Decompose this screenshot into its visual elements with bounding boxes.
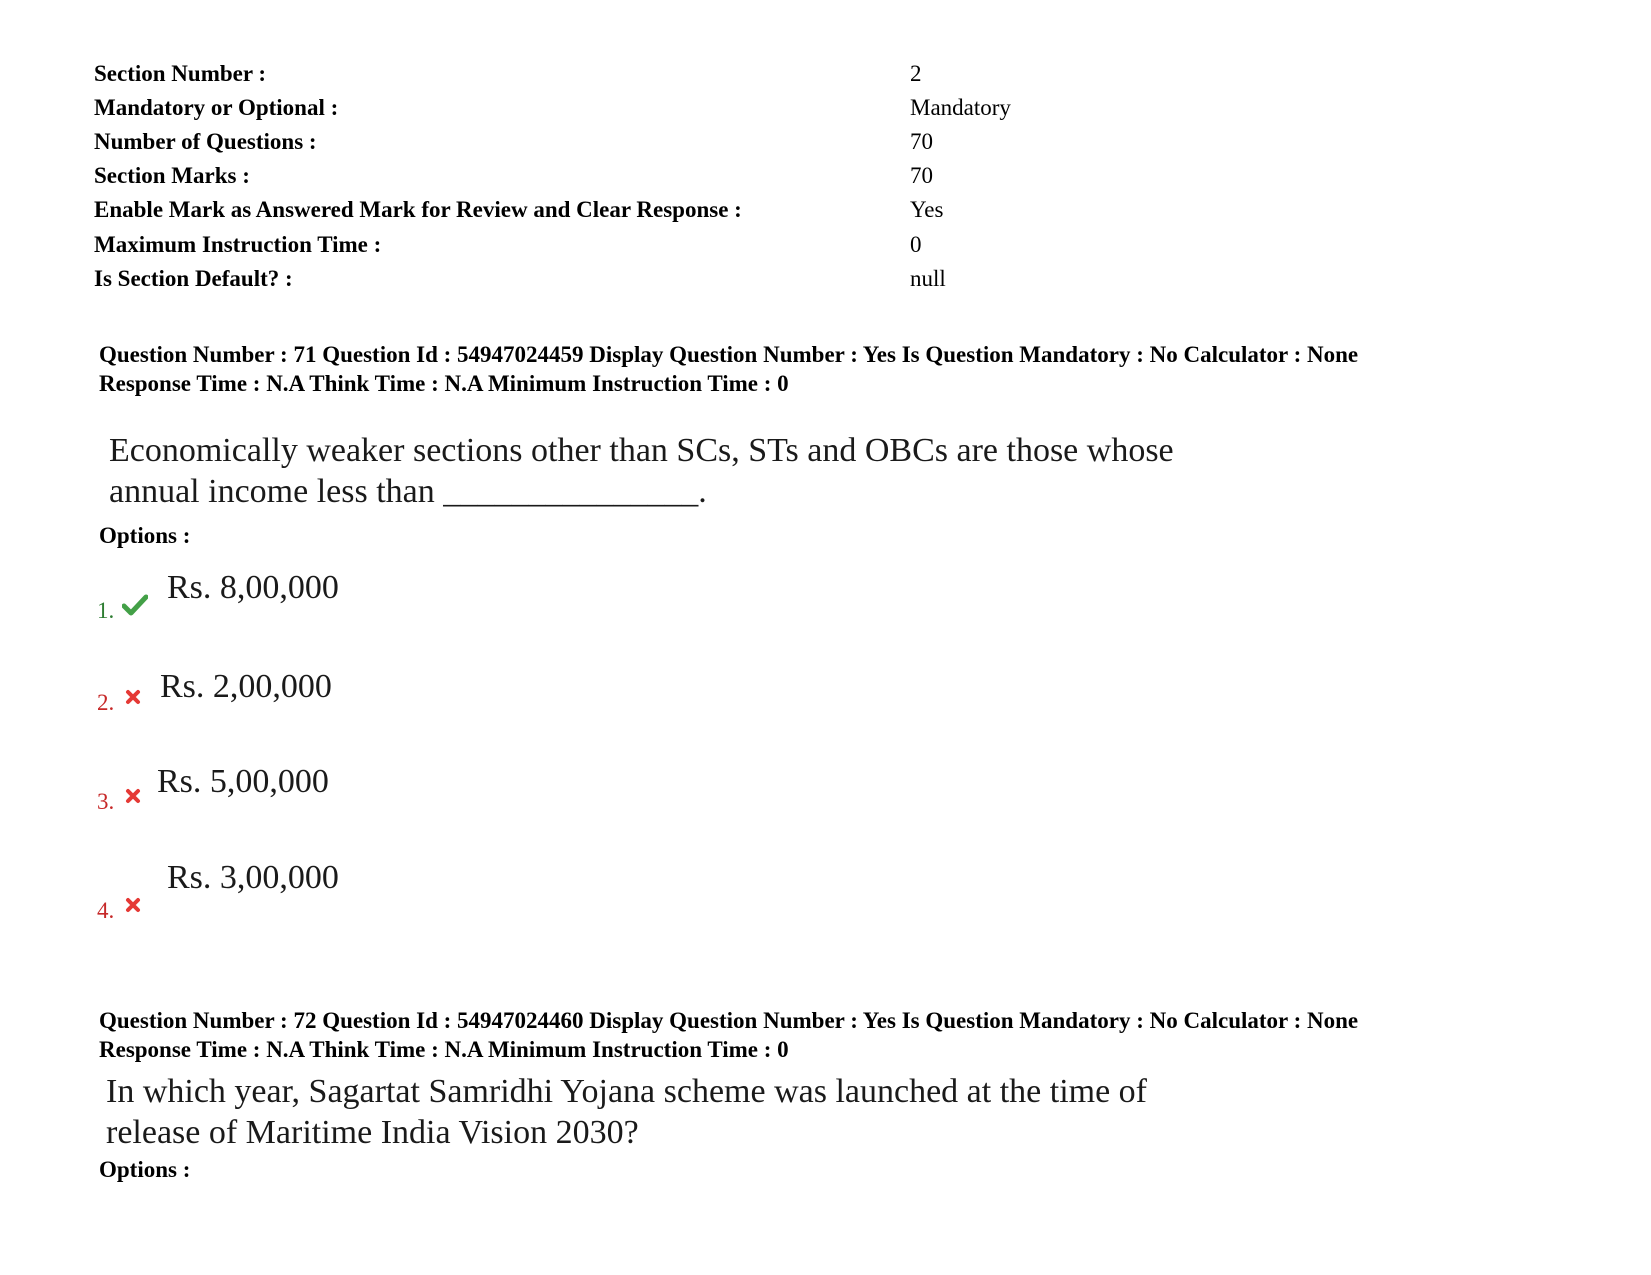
option-2-number: 2. [97,690,115,715]
number-of-questions-label: Number of Questions : [94,129,317,154]
cross-icon [125,788,141,804]
section-number-value: 2 [910,61,922,86]
question-71-options-label: Options : [99,523,191,548]
question-71-header-line2: Response Time : N.A Think Time : N.A Minimum Instruction Time : 0 [99,371,789,396]
max-instruction-time-label: Maximum Instruction Time : [94,232,382,257]
option-3-number: 3. [97,789,115,814]
question-72-text-line1: In which year, Sagartat Samridhi Yojana scheme was launched at the time of [106,1073,1148,1110]
number-of-questions-value: 70 [910,129,933,154]
mandatory-row [94,91,1574,125]
max-instruction-time-value: 0 [910,232,922,257]
section-default-label: Is Section Default? : [94,266,293,291]
cross-icon [125,689,141,705]
number-of-questions-row [94,125,1574,159]
section-default-value: null [910,266,946,291]
section-marks-label: Section Marks : [94,163,250,188]
section-number-row [94,57,1574,91]
option-2-text: Rs. 2,00,000 [160,668,332,705]
question-71-text-line1: Economically weaker sections other than SCs, STs and OBCs are those whose [109,432,1174,469]
section-marks-row [94,159,1574,193]
option-1-number: 1. [97,598,115,623]
enable-mark-row [94,193,1574,227]
question-72-text [106,1071,1147,1153]
section-number-label: Section Number : [94,61,267,86]
mandatory-value: Mandatory [910,95,1011,120]
question-71-text [109,430,1174,512]
option-4-text: Rs. 3,00,000 [167,859,339,896]
mandatory-label: Mandatory or Optional : [94,95,339,120]
question-72-text-line2: release of Maritime India Vision 2030? [106,1114,639,1151]
question-71-header-line1: Question Number : 71 Question Id : 54947024459 Display Question Number : Yes Is Question Mandatory : No Calculator : None [99,342,1359,367]
question-72-options-label: Options : [99,1157,191,1182]
question-72-header-line2: Response Time : N.A Think Time : N.A Minimum Instruction Time : 0 [99,1037,789,1062]
question-72-header [99,1006,1619,1064]
enable-mark-value: Yes [910,197,944,222]
question-72-header-line1: Question Number : 72 Question Id : 54947024460 Display Question Number : Yes Is Question Mandatory : No Calculator : None [99,1008,1359,1033]
section-marks-value: 70 [910,163,933,188]
question-71-text-line2: annual income less than _______________. [109,473,707,510]
max-instruction-time-row [94,228,1574,262]
question-71-header [99,340,1619,398]
check-icon [122,594,148,616]
option-4-number: 4. [97,898,115,923]
option-1-text: Rs. 8,00,000 [167,569,339,606]
cross-icon [125,897,141,913]
option-3-text: Rs. 5,00,000 [157,763,329,800]
enable-mark-label: Enable Mark as Answered Mark for Review and Clear Response : [94,197,742,222]
section-default-row [94,262,1574,296]
